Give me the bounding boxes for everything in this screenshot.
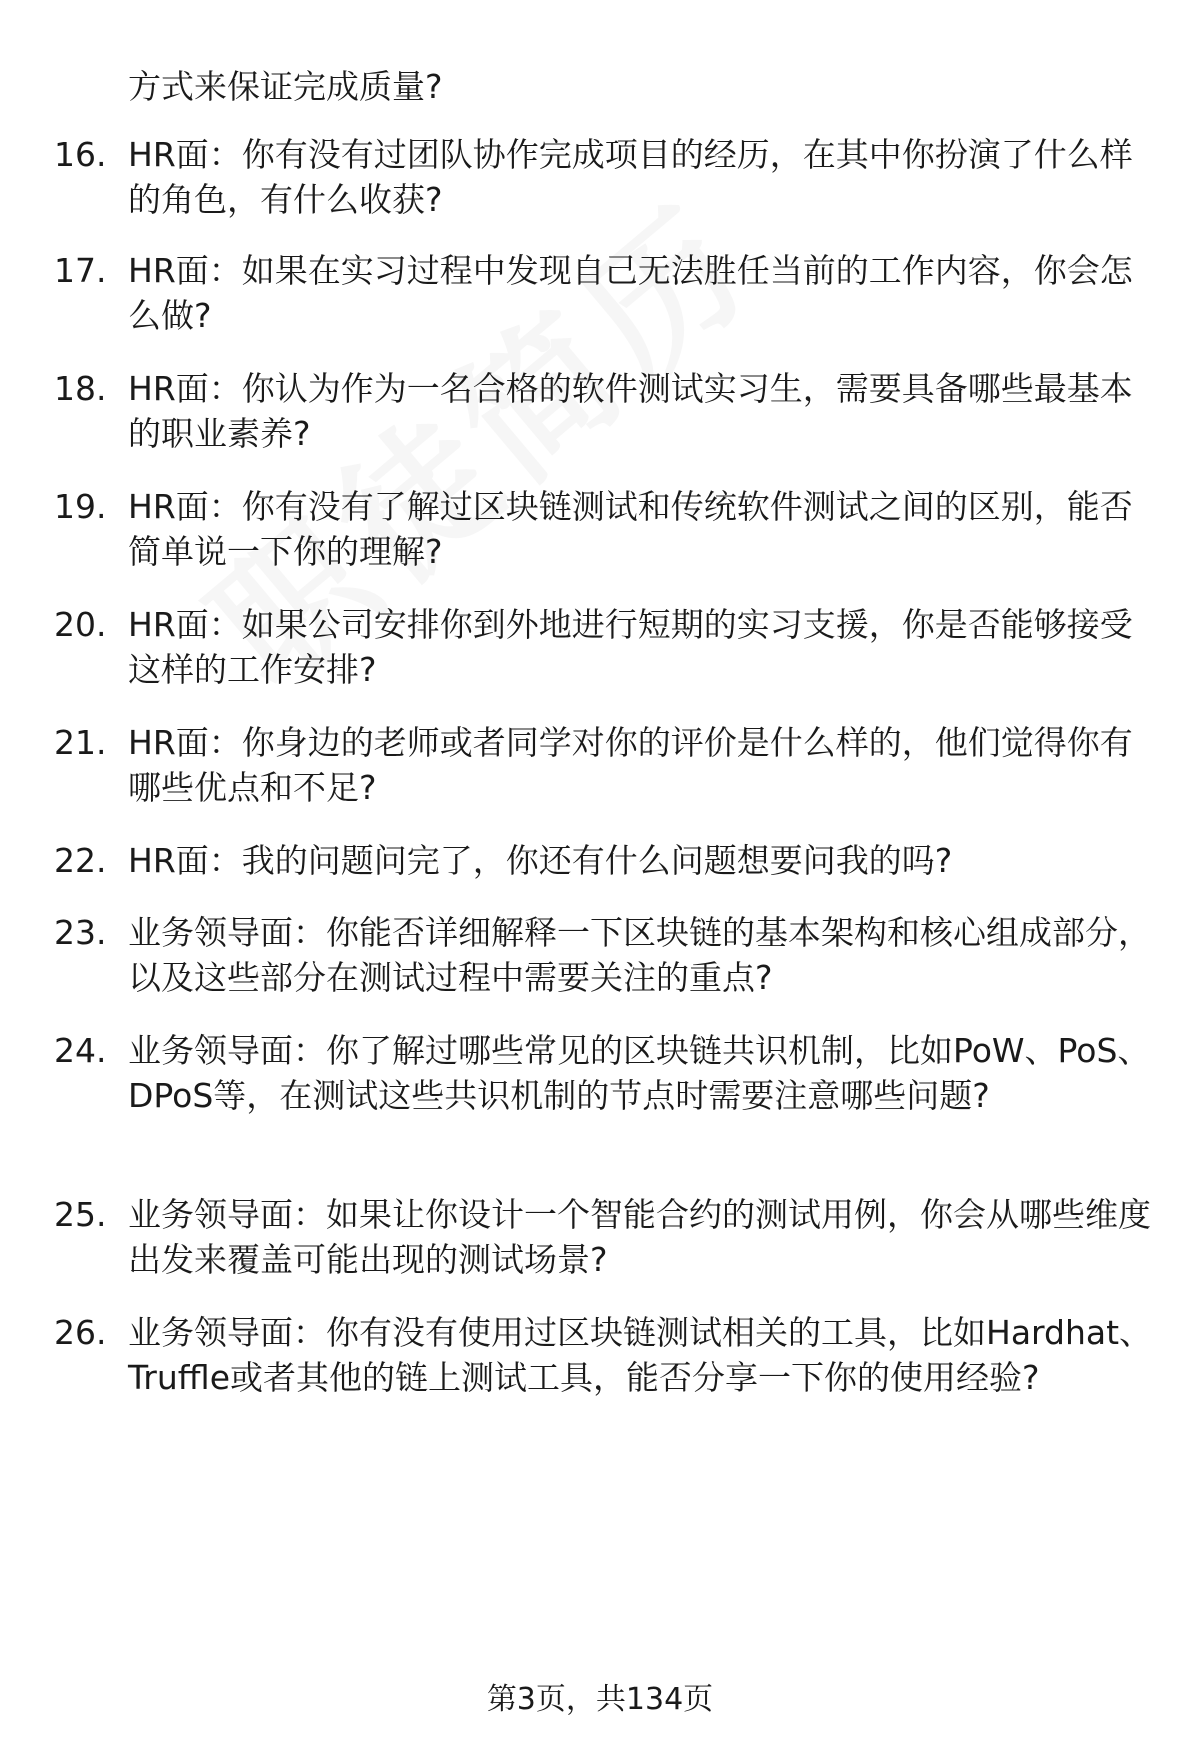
question-number: 16. xyxy=(54,135,107,174)
question-item xyxy=(54,910,1164,1000)
question-text: HR面：我的问题问完了，你还有什么问题想要问我的吗? xyxy=(128,841,953,880)
question-text: HR面：你有没有过团队协作完成项目的经历，在其中你扮演了什么样的角色，有什么收获? xyxy=(128,135,1133,219)
page-number-footer: 第3页，共134页 xyxy=(486,1682,714,1717)
question-item xyxy=(54,838,1164,883)
question-number: 25. xyxy=(54,1195,107,1234)
question-text: HR面：你身边的老师或者同学对你的评价是什么样的，他们觉得你有哪些优点和不足? xyxy=(128,723,1133,807)
question-item xyxy=(54,720,1164,810)
question-number: 26. xyxy=(54,1313,107,1352)
question-item xyxy=(54,248,1164,338)
question-text: 业务领导面：如果让你设计一个智能合约的测试用例，你会从哪些维度出发来覆盖可能出现的测试场景? xyxy=(128,1195,1151,1279)
question-text: 业务领导面：你有没有使用过区块链测试相关的工具，比如Hardhat、Truffle或者其他的链上测试工具，能否分享一下你的使用经验? xyxy=(128,1313,1153,1397)
continued-question-text: 方式来保证完成质量? xyxy=(128,67,443,106)
question-item xyxy=(54,366,1164,456)
question-number: 24. xyxy=(54,1031,107,1070)
question-number: 20. xyxy=(54,605,107,644)
question-item xyxy=(54,1028,1164,1118)
question-text: HR面：你认为作为一名合格的软件测试实习生，需要具备哪些最基本的职业素养? xyxy=(128,369,1133,453)
question-number: 18. xyxy=(54,369,107,408)
question-item xyxy=(54,602,1164,692)
question-item xyxy=(54,484,1164,574)
question-text: HR面：你有没有了解过区块链测试和传统软件测试之间的区别，能否简单说一下你的理解? xyxy=(128,487,1133,571)
question-number: 17. xyxy=(54,251,107,290)
question-number: 23. xyxy=(54,913,107,952)
question-item xyxy=(54,1192,1164,1282)
question-number: 22. xyxy=(54,841,107,880)
question-text: 业务领导面：你了解过哪些常见的区块链共识机制，比如PoW、PoS、DPoS等，在测试这些共识机制的节点时需要注意哪些问题? xyxy=(128,1031,1151,1115)
question-number: 19. xyxy=(54,487,107,526)
question-item xyxy=(54,132,1164,222)
question-text: 业务领导面：你能否详细解释一下区块链的基本架构和核心组成部分，以及这些部分在测试过程中需要关注的重点? xyxy=(128,913,1151,997)
question-text: HR面：如果公司安排你到外地进行短期的实习支援，你是否能够接受这样的工作安排? xyxy=(128,605,1133,689)
question-item xyxy=(54,1310,1164,1400)
question-number: 21. xyxy=(54,723,107,762)
question-text: HR面：如果在实习过程中发现自己无法胜任当前的工作内容，你会怎么做? xyxy=(128,251,1133,335)
